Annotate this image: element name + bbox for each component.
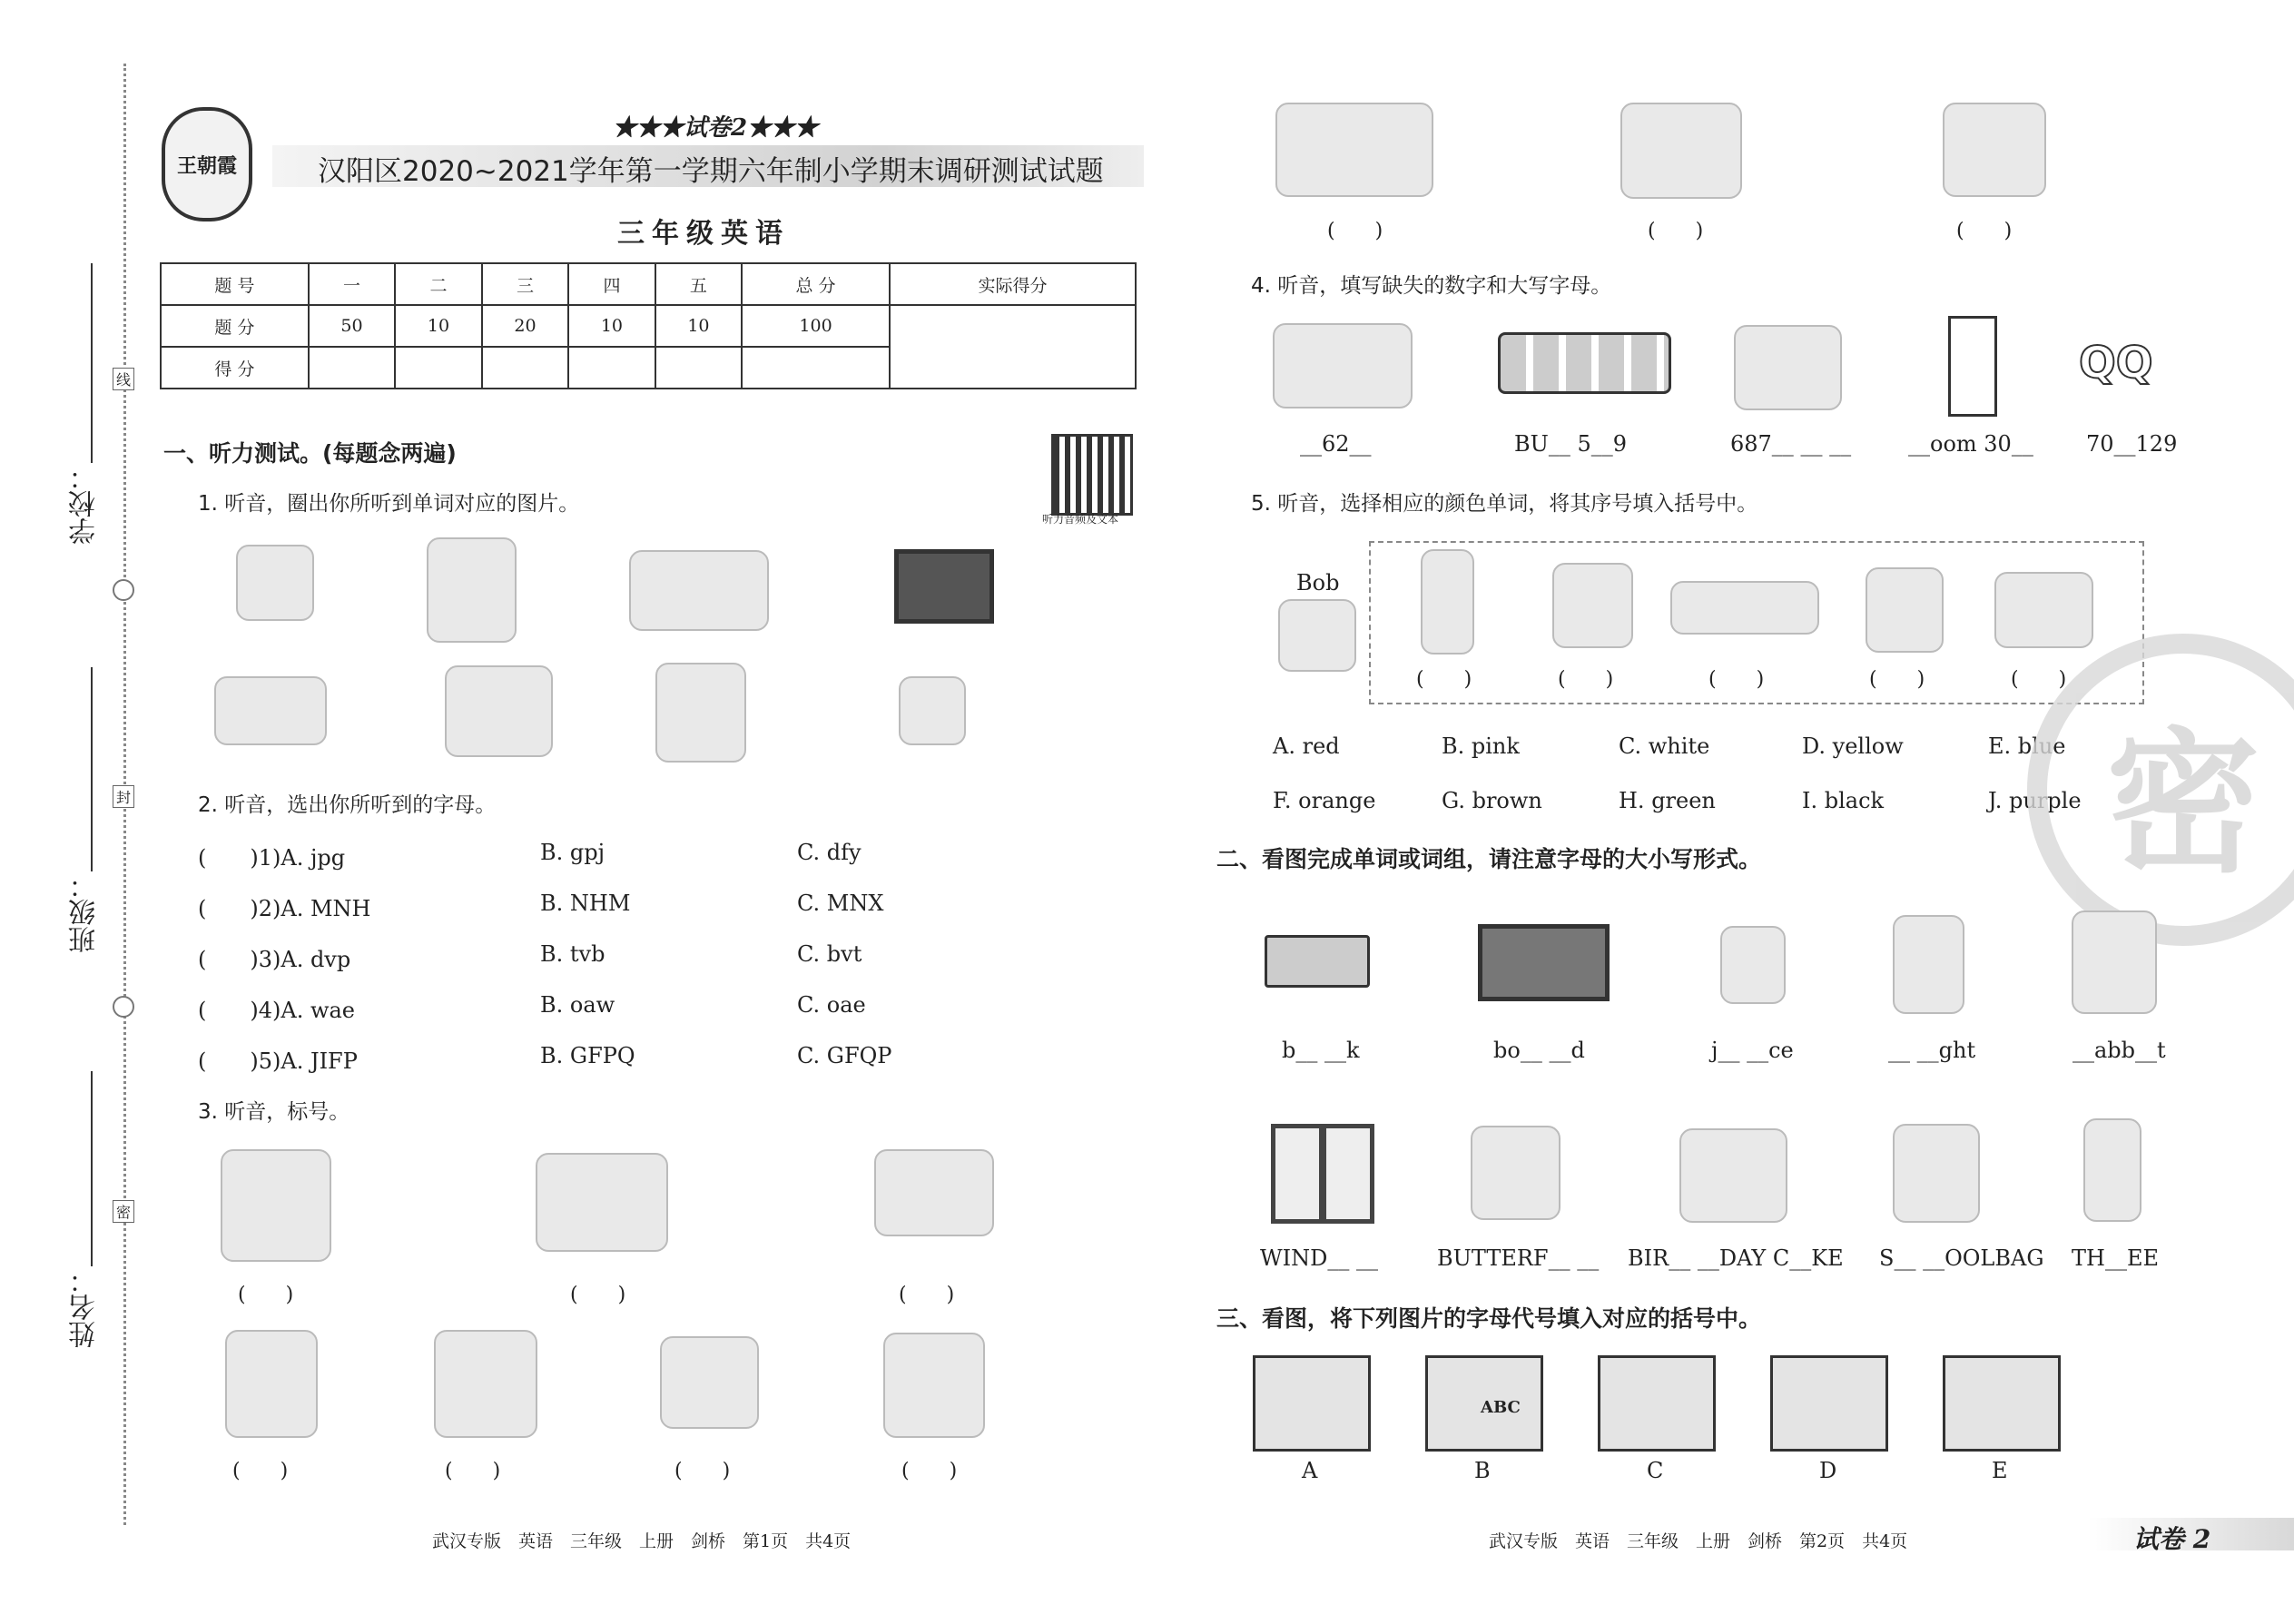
table-cell: 100	[742, 305, 890, 347]
word-blank[interactable]: WIND__ __	[1260, 1245, 1379, 1271]
table-cell: 10	[655, 305, 742, 347]
phone-image	[1734, 325, 1842, 410]
color-option: G. brown	[1442, 788, 1542, 813]
picture-frame-b	[1425, 1355, 1543, 1452]
table-row	[161, 305, 1136, 347]
score-input-cell[interactable]	[395, 347, 481, 389]
butterfly-image	[660, 1336, 759, 1429]
table-cell: 四	[568, 263, 655, 305]
board-image	[1478, 924, 1610, 1001]
q2-option-c[interactable]: C. dfy	[797, 840, 861, 865]
cake-image	[1679, 1128, 1787, 1223]
actual-score-cell[interactable]	[890, 305, 1136, 389]
answer-paren[interactable]: ( )	[901, 1460, 958, 1482]
door-image	[1948, 316, 1997, 417]
color-option: H. green	[1619, 788, 1716, 813]
color-option: F. orange	[1273, 788, 1376, 813]
picture-frame-c	[1598, 1355, 1716, 1452]
q2-option-a[interactable]: ( )5)A. JIFP	[198, 1048, 358, 1074]
word-blank[interactable]: __ __ght	[1888, 1038, 1976, 1063]
q2-option-c[interactable]: C. GFQP	[797, 1043, 892, 1068]
seal-mark-3: 密	[113, 1200, 134, 1223]
tiger-image	[1943, 103, 2046, 197]
answer-paren[interactable]: ( )	[1558, 668, 1614, 691]
qr-caption: 听力音频及文本	[1042, 513, 1119, 526]
seal-mark-2: 封	[113, 785, 134, 808]
section-1-heading: 一、听力测试。(每题念两遍)	[163, 440, 457, 467]
q2-option-b[interactable]: B. tvb	[540, 941, 605, 967]
scene-image	[221, 1149, 331, 1262]
q2-option-b[interactable]: B. gpj	[540, 840, 605, 865]
picture-letter: A	[1302, 1458, 1318, 1483]
name-label: 姓名：	[69, 1266, 101, 1348]
bus-image	[1498, 332, 1671, 394]
answer-paren[interactable]: ( )	[1648, 220, 1704, 242]
color-option: A. red	[1273, 733, 1340, 759]
color-option: E. blue	[1988, 733, 2066, 759]
cat-image	[1552, 563, 1633, 648]
book-image	[1265, 935, 1370, 988]
q2-option-b[interactable]: B. GFPQ	[540, 1043, 635, 1068]
blackboard-image[interactable]	[894, 549, 994, 624]
school-label: 学校：	[69, 463, 101, 545]
answer-paren[interactable]: ( )	[570, 1284, 626, 1306]
guitar-image	[1421, 549, 1474, 655]
answer-paren[interactable]: ( )	[1956, 220, 2013, 242]
paper-number-stars: ★★★试卷2★★★	[613, 114, 819, 142]
scene-image	[1620, 103, 1742, 199]
scene-image	[536, 1153, 668, 1252]
question-1: 1. 听音，圈出你所听到单词对应的图片。	[198, 492, 580, 516]
picture-letter: E	[1992, 1458, 2008, 1483]
brand-logo	[162, 107, 252, 221]
table-cell: 题 号	[161, 263, 309, 305]
page-title: 汉阳区2020~2021学年第一学期六年制小学期末调研测试试题	[318, 155, 1104, 188]
picture-letter: B	[1474, 1458, 1491, 1483]
picture-frame-e	[1943, 1355, 2061, 1452]
score-input-cell[interactable]	[482, 347, 568, 389]
footer-tag: 试卷 2	[2133, 1524, 2211, 1554]
word-blank[interactable]: S__ __OOLBAG	[1879, 1245, 2044, 1271]
section-2-heading: 二、看图完成单词或词组，请注意字母的大小写形式。	[1216, 846, 1762, 872]
tiger-image	[883, 1333, 985, 1438]
skateboard-image	[1994, 572, 2093, 648]
bag-image[interactable]	[445, 665, 553, 757]
q4-blank[interactable]: 70__129	[2086, 431, 2178, 457]
color-option: C. white	[1619, 733, 1710, 759]
table-cell: 二	[395, 263, 481, 305]
answer-paren[interactable]: ( )	[2011, 668, 2067, 691]
word-blank[interactable]: TH__EE	[2072, 1245, 2159, 1271]
binding-hole-icon	[113, 579, 134, 601]
footer-left: 武汉专版 英语 三年级 上册 剑桥 第1页 共4页	[432, 1531, 852, 1551]
eraser-image[interactable]	[236, 545, 314, 621]
q2-option-c[interactable]: C. oae	[797, 992, 866, 1018]
boy-image	[1278, 599, 1356, 672]
tiger-image	[225, 1330, 318, 1438]
class-label: 班级：	[69, 871, 101, 953]
word-blank[interactable]: BIR__ __DAY C__KE	[1628, 1245, 1844, 1271]
answer-paren[interactable]: ( )	[232, 1460, 289, 1482]
plane-image	[1670, 581, 1819, 635]
question-4: 4. 听音，填写缺失的数字和大写字母。	[1251, 274, 1612, 298]
dog-image[interactable]	[427, 537, 517, 643]
abc-text: ABC	[1481, 1398, 1521, 1417]
q4-blank[interactable]: __62__	[1300, 431, 1372, 457]
score-input-cell[interactable]	[309, 347, 395, 389]
q2-option-a[interactable]: ( )3)A. dvp	[198, 947, 351, 972]
word-blank[interactable]: __abb__t	[2072, 1038, 2166, 1063]
table-cell: 三	[482, 263, 568, 305]
q4-blank[interactable]: __oom 30__	[1908, 431, 2033, 457]
q2-option-c[interactable]: C. MNX	[797, 891, 884, 916]
score-input-cell[interactable]	[568, 347, 655, 389]
answer-paren[interactable]: ( )	[1327, 220, 1383, 242]
three-image	[2083, 1118, 2141, 1222]
color-option: B. pink	[1442, 733, 1520, 759]
question-5: 5. 听音，选择相应的颜色单词，将其序号填入括号中。	[1251, 492, 1758, 516]
q4-blank[interactable]: 687__ __ __	[1730, 431, 1852, 457]
juice-image	[1720, 926, 1786, 1004]
picture-letter: C	[1647, 1458, 1664, 1483]
scene-image	[1275, 103, 1433, 197]
scene-image	[874, 1149, 994, 1236]
qq-icon: QQ	[2079, 338, 2153, 389]
table-cell: 得 分	[161, 347, 309, 389]
table-cell: 50	[309, 305, 395, 347]
binding-hole-icon	[113, 996, 134, 1018]
q4-blank[interactable]: BU__ 5__9	[1514, 431, 1628, 457]
word-blank[interactable]: bo__ __d	[1493, 1038, 1585, 1063]
school-line	[91, 263, 93, 463]
color-option: I. black	[1802, 788, 1885, 813]
bag-image	[1866, 567, 1944, 653]
q2-option-a[interactable]: ( )2)A. MNH	[198, 896, 371, 921]
pencil-image[interactable]	[899, 676, 966, 745]
answer-paren[interactable]: ( )	[1416, 668, 1472, 691]
page-subtitle: 三年级英语	[617, 218, 790, 250]
butterfly-image	[1471, 1126, 1561, 1220]
table-cell: 一	[309, 263, 395, 305]
q2-option-a[interactable]: ( )1)A. jpg	[198, 845, 346, 871]
class-line	[91, 667, 93, 871]
qr-code-icon[interactable]	[1051, 434, 1133, 516]
table-cell: 五	[655, 263, 742, 305]
question-2: 2. 听音，选出你所听到的字母。	[198, 793, 497, 817]
score-table	[160, 262, 1137, 389]
name-line	[91, 1071, 93, 1266]
answer-paren[interactable]: ( )	[899, 1284, 955, 1306]
secret-stamp-text: 密	[2105, 714, 2260, 894]
jump-rope-image[interactable]	[214, 676, 327, 745]
plane-image[interactable]	[629, 550, 769, 631]
section-3-heading: 三、看图，将下列图片的字母代号填入对应的括号中。	[1216, 1305, 1762, 1332]
answer-paren[interactable]: ( )	[445, 1460, 501, 1482]
q2-option-b[interactable]: B. NHM	[540, 891, 631, 916]
tiger-image	[434, 1330, 537, 1438]
color-option: J. purple	[1988, 788, 2082, 813]
picture-frame-a	[1253, 1355, 1371, 1452]
answer-paren[interactable]: ( )	[238, 1284, 294, 1306]
table-cell: 题 分	[161, 305, 309, 347]
window-image	[1271, 1124, 1374, 1224]
table-cell: 10	[568, 305, 655, 347]
q2-option-b[interactable]: B. oaw	[540, 992, 615, 1018]
table-cell: 10	[395, 305, 481, 347]
seal-mark-1: 线	[113, 368, 134, 390]
score-input-cell[interactable]	[655, 347, 742, 389]
score-input-cell[interactable]	[742, 347, 890, 389]
lamp-image[interactable]	[655, 663, 746, 763]
answer-paren[interactable]: ( )	[1708, 668, 1765, 691]
color-option: D. yellow	[1802, 733, 1904, 759]
bob-label: Bob	[1296, 570, 1340, 595]
word-blank[interactable]: j__ __ce	[1711, 1038, 1794, 1063]
table-cell: 总 分	[742, 263, 890, 305]
word-blank[interactable]: BUTTERF__ __	[1437, 1245, 1600, 1271]
table-cell: 实际得分	[890, 263, 1136, 305]
q2-option-c[interactable]: C. bvt	[797, 941, 862, 967]
table-cell: 20	[482, 305, 568, 347]
footer-right: 武汉专版 英语 三年级 上册 剑桥 第2页 共4页	[1489, 1531, 1908, 1551]
picture-letter: D	[1819, 1458, 1837, 1483]
answer-paren[interactable]: ( )	[1869, 668, 1925, 691]
answer-paren[interactable]: ( )	[674, 1460, 731, 1482]
word-blank[interactable]: b__ __k	[1282, 1038, 1360, 1063]
table-row	[161, 263, 1136, 305]
schoolbag-image	[1893, 1124, 1980, 1223]
picture-frame-d	[1770, 1355, 1888, 1452]
brand-logo-text: 王朝霞	[176, 153, 237, 178]
eight-image	[1893, 915, 1964, 1014]
train-image	[1273, 323, 1413, 408]
rabbit-image	[2072, 910, 2157, 1014]
question-3: 3. 听音，标号。	[198, 1100, 350, 1124]
q2-option-a[interactable]: ( )4)A. wae	[198, 998, 356, 1023]
